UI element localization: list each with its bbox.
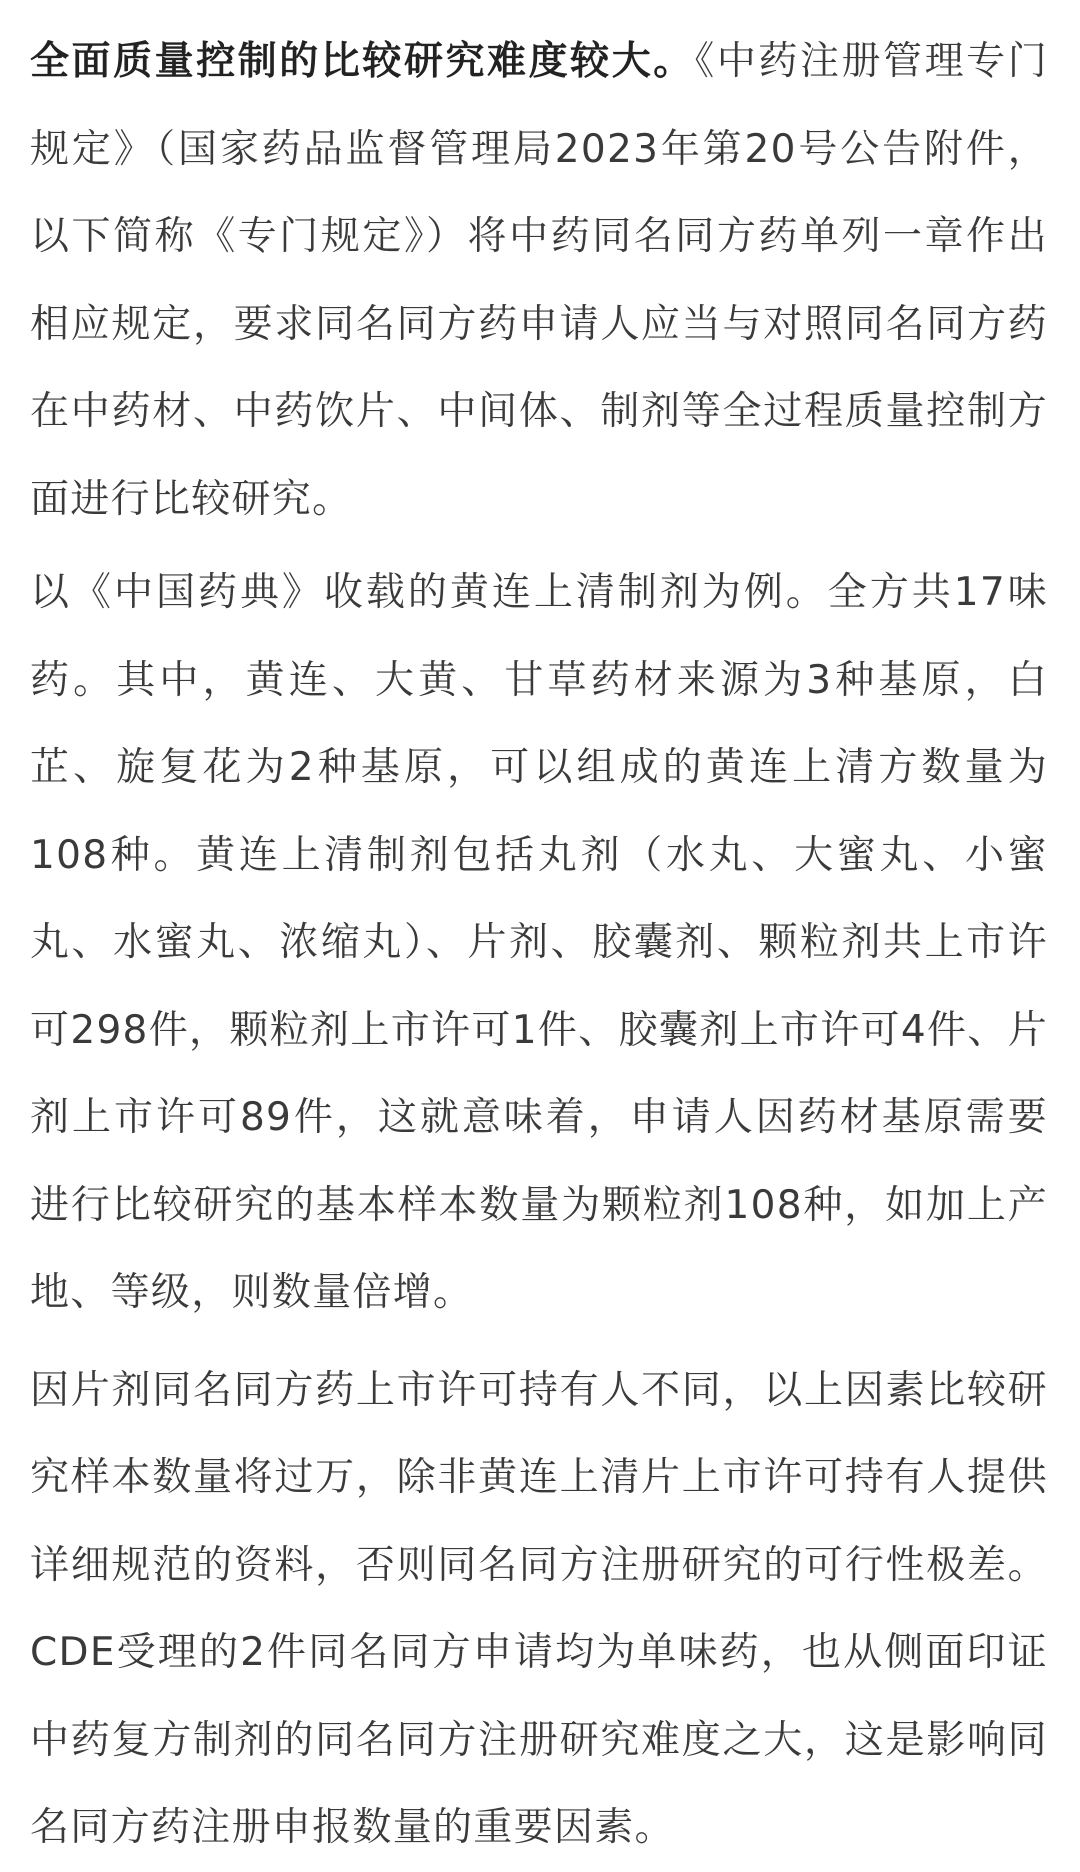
paragraph-huanglian-example — [30, 549, 1048, 1337]
paragraph-text: 以《中国药典》收载的黄连上清制剂为例。全方共17味药。其中，黄连、大黄、甘草药材来源为3种基原，白芷、旋复花为2种基原，可以组成的黄连上清方数量为108种。黄连上清制剂包括丸剂（水丸、大蜜丸、小蜜丸、水蜜丸、浓缩丸）、片剂、胶囊剂、颗粒剂共上市许可298件，颗粒剂上市许可1件、胶囊剂上市许可4件、片剂上市许可89件，这就意味着，申请人因药材基原需要进行比较研究的基本样本数量为颗粒剂108种，如加上产地、等级，则数量倍增。 — [30, 570, 1048, 1315]
paragraph-quality-control — [30, 18, 1048, 543]
paragraph-text: 《中药注册管理专门规定》（国家药品监督管理局2023年第20号公告附件，以下简称《专门规定》）将中药同名同方药单列一章作出相应规定，要求同名同方药申请人应当与对照同名同方药在中药材、中药饮片、中间体、制剂等全过程质量控制方面进行比较研究。 — [30, 39, 1048, 522]
paragraph-text: 因片剂同名同方药上市许可持有人不同，以上因素比较研究样本数量将过万，除非黄连上清片上市许可持有人提供详细规范的资料，否则同名同方注册研究的可行性极差。CDE受理的2件同名同方申请均为单味药，也从侧面印证中药复方制剂的同名同方注册研究难度之大，这是影响同名同方药注册申报数量的重要因素。 — [30, 1367, 1048, 1850]
paragraph-lead-heading: 全面质量控制的比较研究难度较大。 — [30, 39, 695, 84]
paragraph-sample-size — [30, 1347, 1048, 1872]
